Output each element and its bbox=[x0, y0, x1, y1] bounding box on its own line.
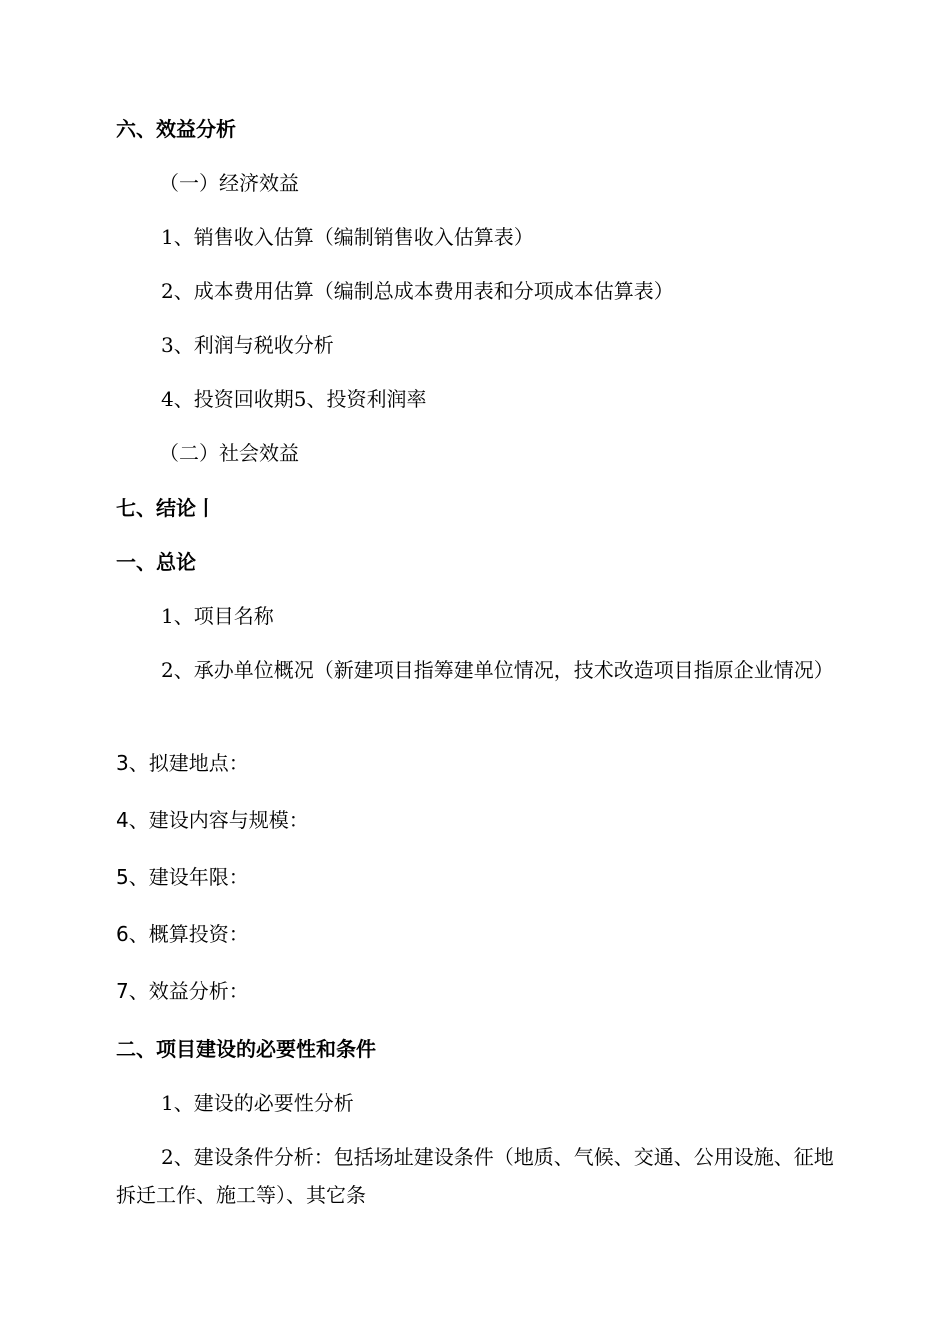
section-heading-necessity-conditions: 二、项目建设的必要性和条件 bbox=[116, 1037, 376, 1061]
section-heading-general: 一、总论 bbox=[116, 550, 196, 574]
item-sales-revenue: 1、销售收入估算（编制销售收入估算表） bbox=[161, 225, 534, 249]
item-location: 3、拟建地点： bbox=[116, 751, 249, 775]
item-conditions-analysis: 2、建设条件分析：包括场址建设条件（地质、气候、交通、公用设施、征地拆迁工作、施工等）、其它条 bbox=[116, 1145, 834, 1207]
subheading-economic-benefit: （一）经济效益 bbox=[159, 171, 299, 195]
item-content-scale: 4、建设内容与规模： bbox=[116, 808, 309, 832]
section-heading-benefit-analysis: 六、效益分析 bbox=[116, 117, 236, 141]
item-organizer-overview: 2、承办单位概况（新建项目指筹建单位情况，技术改造项目指原企业情况） bbox=[161, 658, 834, 682]
item-payback-period: 4、投资回收期5、投资利润率 bbox=[161, 387, 427, 411]
item-cost-estimate: 2、成本费用估算（编制总成本费用表和分项成本估算表） bbox=[161, 279, 674, 303]
item-construction-period: 5、建设年限： bbox=[116, 865, 249, 889]
item-necessity-analysis: 1、建设的必要性分析 bbox=[161, 1091, 354, 1115]
item-project-name: 1、项目名称 bbox=[161, 604, 274, 628]
item-budget-investment: 6、概算投资： bbox=[116, 922, 249, 946]
section-heading-conclusion: 七、结论丨 bbox=[116, 496, 216, 520]
item-benefit-analysis: 7、效益分析： bbox=[116, 979, 249, 1003]
subheading-social-benefit: （二）社会效益 bbox=[159, 441, 299, 465]
item-profit-tax: 3、利润与税收分析 bbox=[161, 333, 334, 357]
